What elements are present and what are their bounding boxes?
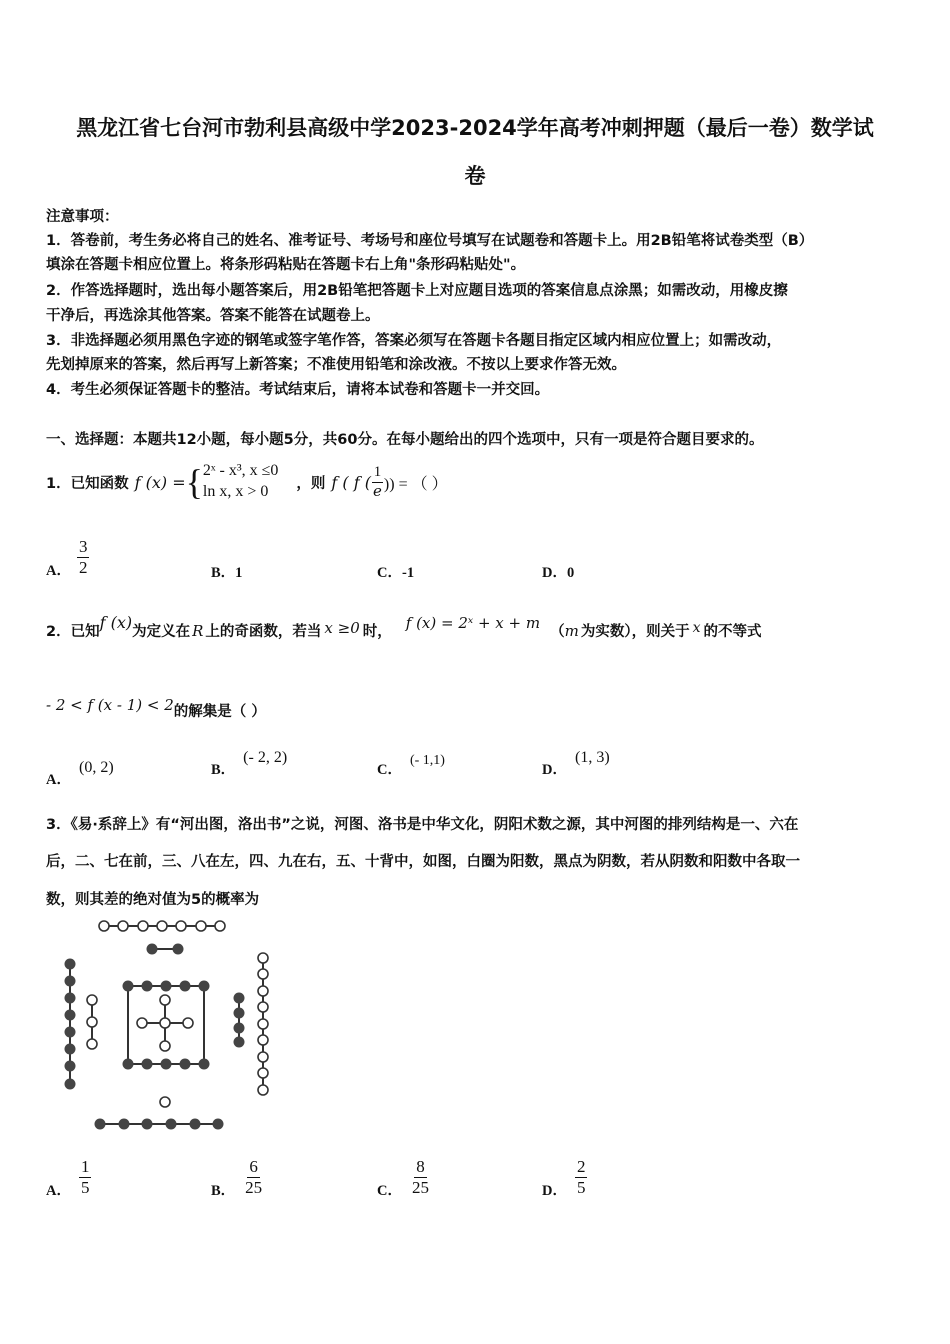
q1-option-a[interactable]	[46, 535, 89, 580]
q1-fx: f (x) =	[134, 472, 186, 492]
fraction-numerator: 2	[576, 1157, 586, 1177]
q2-text: 的解集是（ ）	[173, 704, 266, 720]
q3-option-c[interactable]	[377, 1155, 431, 1200]
q2-text: 为实数），则关于	[580, 624, 690, 640]
q1-case2: ln x, x > 0	[202, 483, 269, 500]
q2-text: 2．已知	[46, 624, 100, 640]
option-value: 1	[235, 565, 243, 581]
q2-fx: f (x)	[99, 613, 133, 632]
option-label: B．	[211, 762, 236, 778]
question-3-line: 后，二、七在前，三、八在左，四、九在右，五、十背中，如图，白圈为阳数，黑点为阴数，若从阴数和阳数中各取一	[46, 854, 800, 870]
page-title: 黑龙江省七台河市勃利县高级中学2023-2024学年高考冲刺押题（最后一卷）数学试	[76, 116, 874, 140]
notice-line: 1．答卷前，考生务必将自己的姓名、准考证号、考场号和座位号填写在试题卷和答题卡上。用2B铅笔将试卷类型（B）	[46, 233, 814, 249]
fraction-denominator: 25	[411, 1178, 429, 1197]
page-title-continued: 卷	[464, 164, 486, 188]
q2-x: x	[692, 619, 701, 636]
option-value: (0, 2)	[78, 759, 114, 776]
option-value: (- 1,1)	[409, 753, 445, 768]
notice-line: 填涂在答题卡相应位置上。将条形码粘贴在答题卡右上角"条形码粘贴处"。	[46, 257, 526, 273]
q2-option-b[interactable]	[211, 749, 288, 779]
option-value: 0	[566, 565, 575, 581]
q2-m: m	[564, 621, 579, 640]
q2-text: （	[550, 624, 565, 640]
q3-option-c-fraction	[410, 1157, 431, 1197]
q2-formula: f (x) = 2ˣ + x + m	[405, 613, 541, 632]
notice-line: 先划掉原来的答案，然后再写上新答案；不准使用铅笔和涂改液。不按以上要求作答无效。	[46, 357, 626, 373]
fraction-denominator: 2	[78, 558, 88, 577]
q1-expr-right: )) = （ ）	[383, 475, 448, 493]
q1-expr-left: f ( f (	[331, 472, 372, 492]
option-value: (1, 3)	[574, 749, 610, 766]
q1-expr-den: e	[373, 481, 382, 500]
q1-expr-num: 1	[372, 464, 384, 482]
option-label: A．	[46, 1183, 71, 1199]
q3-option-a-fraction	[79, 1157, 92, 1197]
fraction-denominator: 5	[80, 1178, 90, 1197]
q3-option-a[interactable]	[46, 1155, 91, 1200]
notice-heading: 注意事项：	[46, 209, 119, 225]
q1-option-d[interactable]	[542, 561, 574, 582]
fraction-numerator: 8	[416, 1157, 425, 1177]
q2-text: 上的奇函数，若当	[205, 624, 322, 640]
q2-option-d[interactable]	[542, 749, 610, 779]
q1-case1: 2ˣ - x³, x ≤0	[202, 462, 279, 480]
q2-option-a[interactable]	[46, 758, 114, 789]
question-3-line: 数，则其差的绝对值为5的概率为	[46, 892, 260, 908]
question-3: 3．《易·系辞上》有“河出图，洛出书”之说，河图、洛书是中华文化，阴阳术数之源，其中河图的排列结构是一、六在	[46, 817, 799, 833]
option-label: C．	[377, 762, 402, 778]
q1-cases	[203, 461, 279, 503]
option-value: -1	[401, 565, 415, 581]
question-1	[46, 454, 448, 510]
q3-option-d[interactable]	[542, 1155, 587, 1200]
option-label: D．	[542, 565, 567, 581]
q3-option-d-fraction	[575, 1157, 588, 1197]
option-label: D．	[542, 762, 567, 778]
q2-text: 为定义在	[132, 624, 191, 640]
fraction-denominator: 25	[245, 1178, 263, 1197]
q1-then: ，则	[296, 475, 326, 492]
hetu-diagram	[50, 912, 290, 1137]
q2-text: 的不等式	[703, 624, 762, 640]
option-label: B．	[211, 1183, 236, 1199]
q2-text: 时，	[362, 624, 392, 640]
fraction-denominator: 5	[576, 1178, 586, 1197]
question-2	[46, 613, 762, 641]
q1-expr-fraction	[371, 464, 384, 500]
fraction-numerator: 6	[249, 1157, 258, 1177]
q1-brace: {	[185, 462, 203, 502]
q2-cond: x ≥0	[324, 618, 360, 637]
q2-option-c[interactable]	[377, 753, 445, 779]
notice-line: 4．考生必须保证答题卡的整洁。考试结束后，请将本试卷和答题卡一并交回。	[46, 382, 550, 398]
section-heading: 一、选择题：本题共12小题，每小题5分，共60分。在每小题给出的四个选项中，只有一项是符合题目要求的。	[46, 432, 764, 448]
option-label: A．	[46, 772, 71, 788]
question-2-continued	[46, 695, 266, 721]
fraction-numerator: 3	[78, 537, 88, 557]
q3-option-b-fraction	[243, 1157, 264, 1197]
option-label: C．	[377, 565, 402, 581]
q1-prefix: 1．已知函数	[46, 475, 129, 492]
notice-line: 干净后，再选涂其他答案。答案不能答在试题卷上。	[46, 308, 380, 324]
fraction-numerator: 1	[80, 1157, 90, 1177]
option-label: D．	[542, 1183, 567, 1199]
notice-line: 2．作答选择题时，选出每小题答案后，用2B铅笔把答题卡上对应题目选项的答案信息点涂黑；如需改动，用橡皮擦	[46, 283, 788, 299]
q1-option-c[interactable]	[377, 561, 414, 582]
q1-option-a-fraction	[77, 537, 90, 577]
q2-inequality: - 2 < f (x - 1) < 2	[46, 695, 174, 714]
notice-line: 3．非选择题必须用黑色字迹的钢笔或签字笔作答，答案必须写在答题卡各题目指定区域内相应位置上；如需改动，	[46, 333, 782, 349]
q2-R: R	[192, 621, 204, 640]
option-label: B．	[211, 565, 236, 581]
q1-option-b[interactable]	[211, 561, 242, 582]
option-value: (- 2, 2)	[243, 749, 288, 766]
option-label: A．	[46, 563, 71, 579]
q3-option-b[interactable]	[211, 1155, 264, 1200]
option-label: C．	[377, 1183, 402, 1199]
